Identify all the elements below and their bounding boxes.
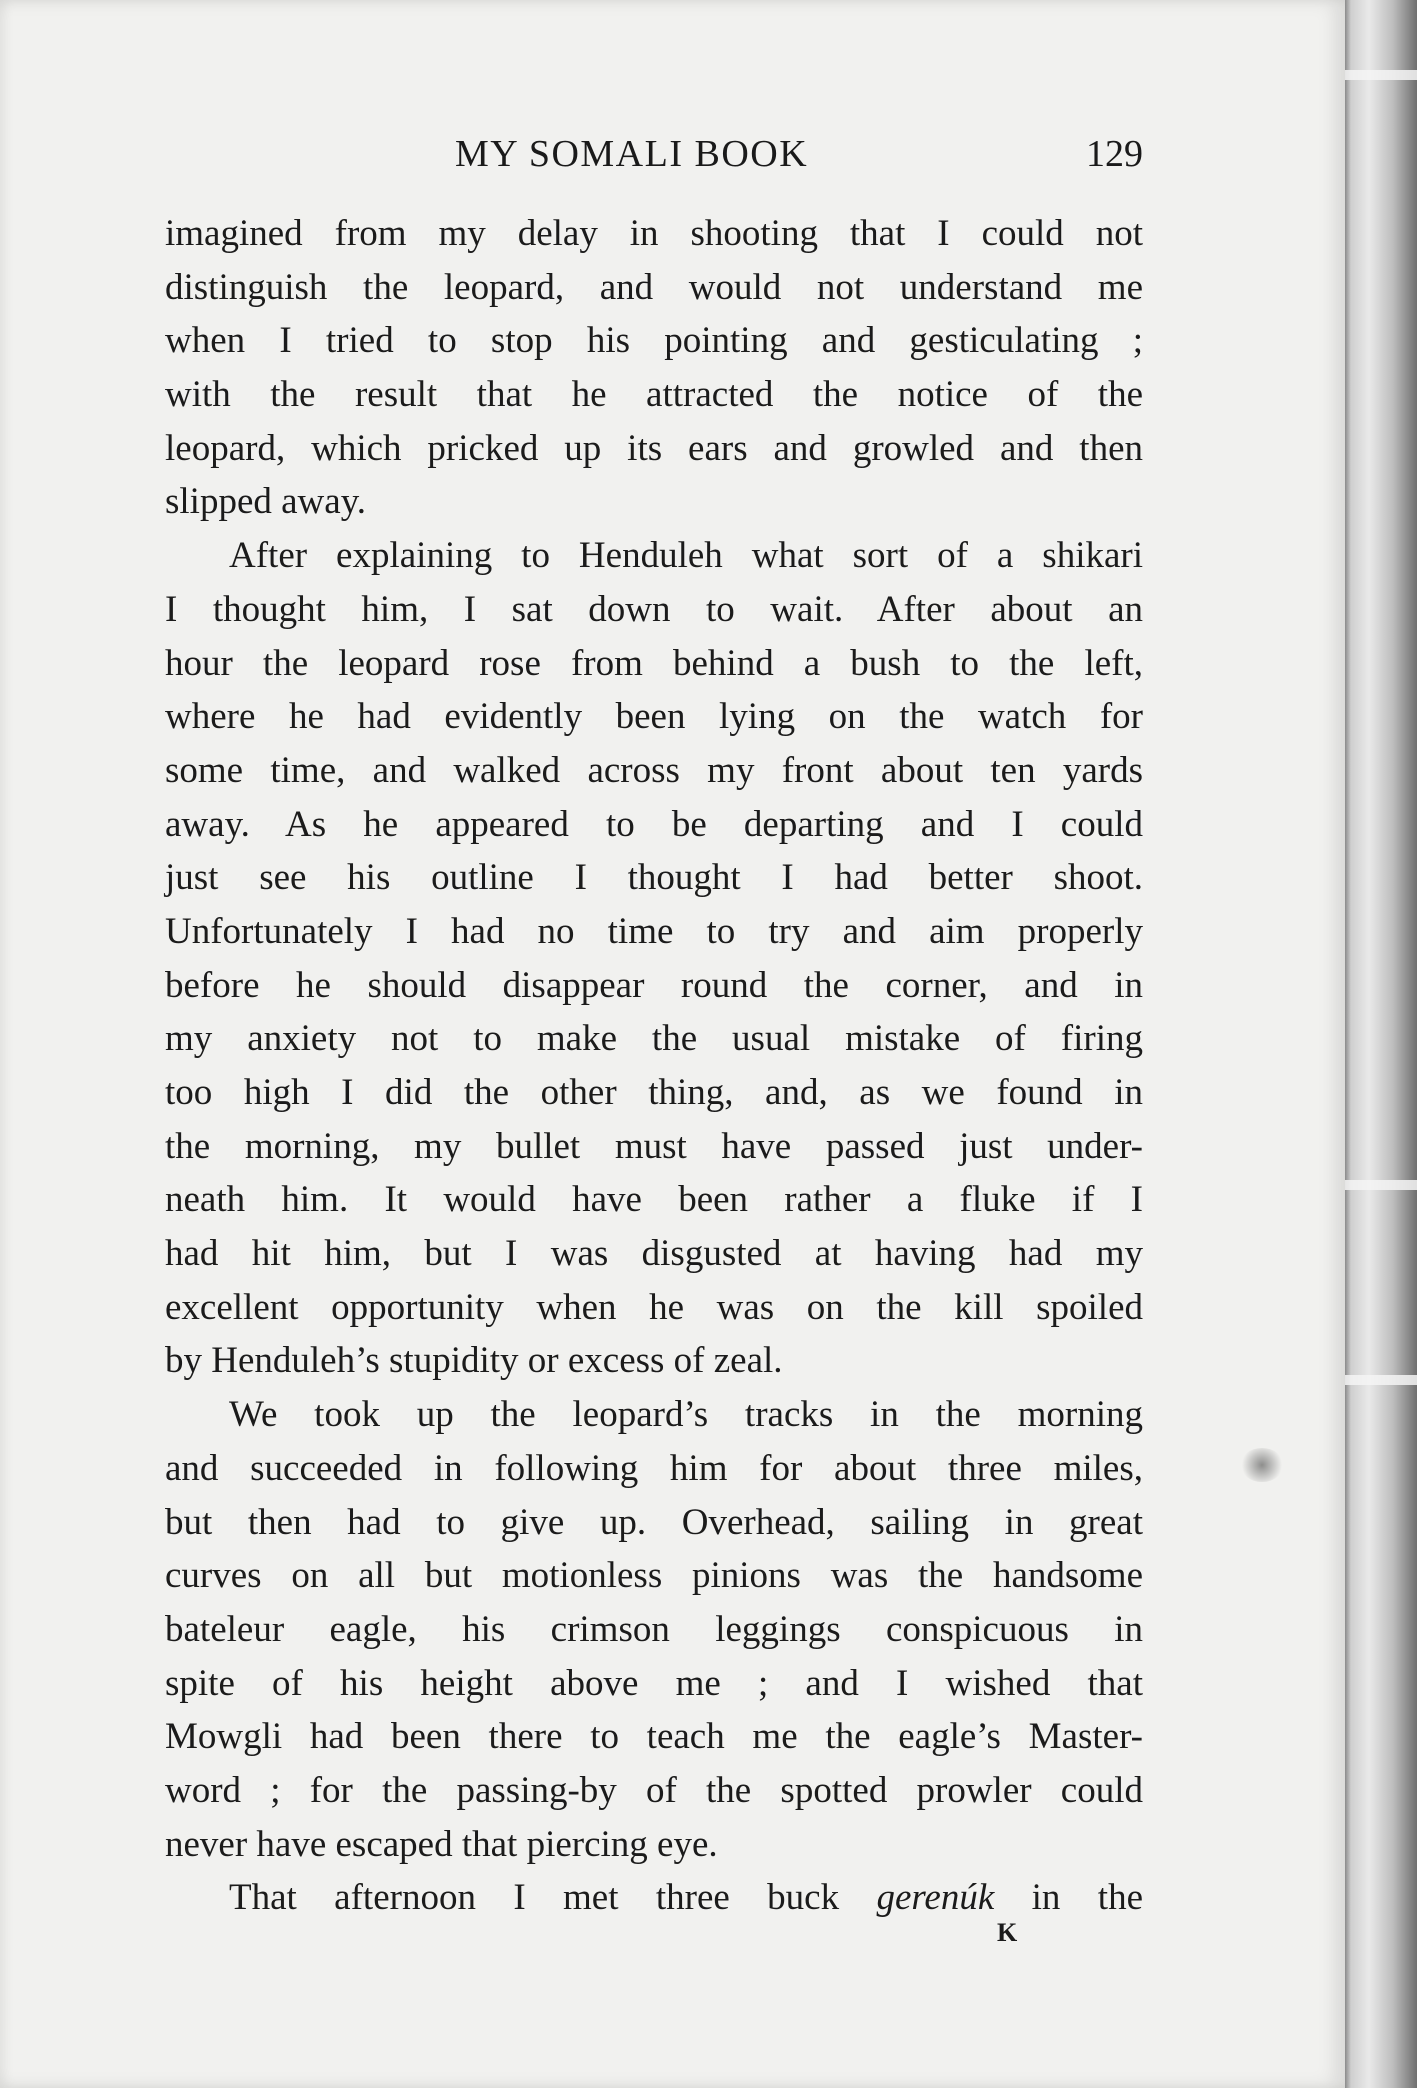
text-line: bateleur eagle, his crimson leggings conspicuous in <box>165 1608 1143 1650</box>
paragraph <box>165 207 1143 529</box>
page-edge-tear <box>1345 1180 1417 1190</box>
text-line: hour the leopard rose from behind a bush to the left, <box>165 642 1143 684</box>
text-line: neath him. It would have been rather a fluke if I <box>165 1179 1143 1221</box>
text-line: had hit him, but I was disgusted at having had my <box>165 1233 1143 1275</box>
text-line: After explaining to Henduleh what sort of a shikari <box>229 535 1143 577</box>
text-line: and succeeded in following him for about three miles, <box>165 1447 1143 1489</box>
page-edge-tear <box>1345 1375 1417 1385</box>
body-text <box>165 207 1143 1925</box>
signature-mark: K <box>997 1918 1019 1947</box>
text-line: Unfortunately I had no time to try and aim properly <box>165 910 1143 952</box>
text-line: just see his outline I thought I had better shoot. <box>165 857 1143 899</box>
text-line: away. As he appeared to be departing and I could <box>165 803 1143 845</box>
text-line: leopard, which pricked up its ears and growled and then <box>165 427 1143 469</box>
text-line: I thought him, I sat down to wait. After about an <box>165 588 1143 630</box>
text-line: We took up the leopard’s tracks in the morning <box>229 1394 1143 1436</box>
text-line: before he should disappear round the corner, and in <box>165 964 1143 1006</box>
text-line: when I tried to stop his pointing and gesticulating ; <box>165 320 1143 362</box>
text-line: where he had evidently been lying on the watch for <box>165 696 1143 738</box>
text-line: but then had to give up. Overhead, sailing in great <box>165 1501 1143 1543</box>
text-line: too high I did the other thing, and, as we found in <box>165 1072 1143 1113</box>
paragraph <box>165 529 1143 1388</box>
text-line: word ; for the passing-by of the spotted prowler could <box>165 1769 1143 1811</box>
ink-smudge <box>1240 1448 1284 1482</box>
text-line: with the result that he attracted the notice of the <box>165 374 1143 416</box>
text-line: the morning, my bullet must have passed just under- <box>165 1125 1143 1167</box>
text-line: spite of his height above me ; and I wished that <box>165 1662 1143 1704</box>
paragraph <box>165 1388 1143 1871</box>
page-edge <box>1345 0 1417 2088</box>
text-line: excellent opportunity when he was on the kill spoiled <box>165 1286 1143 1328</box>
page-number: 129 <box>1086 133 1143 175</box>
page-edge-tear <box>1345 70 1417 80</box>
text-line: some time, and walked across my front about ten yards <box>165 749 1143 791</box>
paragraph <box>165 1871 1143 1925</box>
text-line: imagined from my delay in shooting that I could not <box>165 213 1143 254</box>
text-line: by Henduleh’s stupidity or excess of zeal. <box>165 1340 783 1382</box>
running-title: MY SOMALI BOOK <box>455 133 809 175</box>
text-line: slipped away. <box>165 481 367 523</box>
text-line: curves on all but motionless pinions was the handsome <box>165 1555 1143 1597</box>
text-line: That afternoon I met three buck gerenúk in the <box>229 1877 1143 1919</box>
text-line: my anxiety not to make the usual mistake of firing <box>165 1018 1143 1060</box>
text-line: never have escaped that piercing eye. <box>165 1823 718 1865</box>
text-line: distinguish the leopard, and would not understand me <box>165 266 1143 308</box>
running-head <box>165 132 1143 182</box>
text-line: Mowgli had been there to teach me the eagle’s Master- <box>165 1716 1143 1758</box>
